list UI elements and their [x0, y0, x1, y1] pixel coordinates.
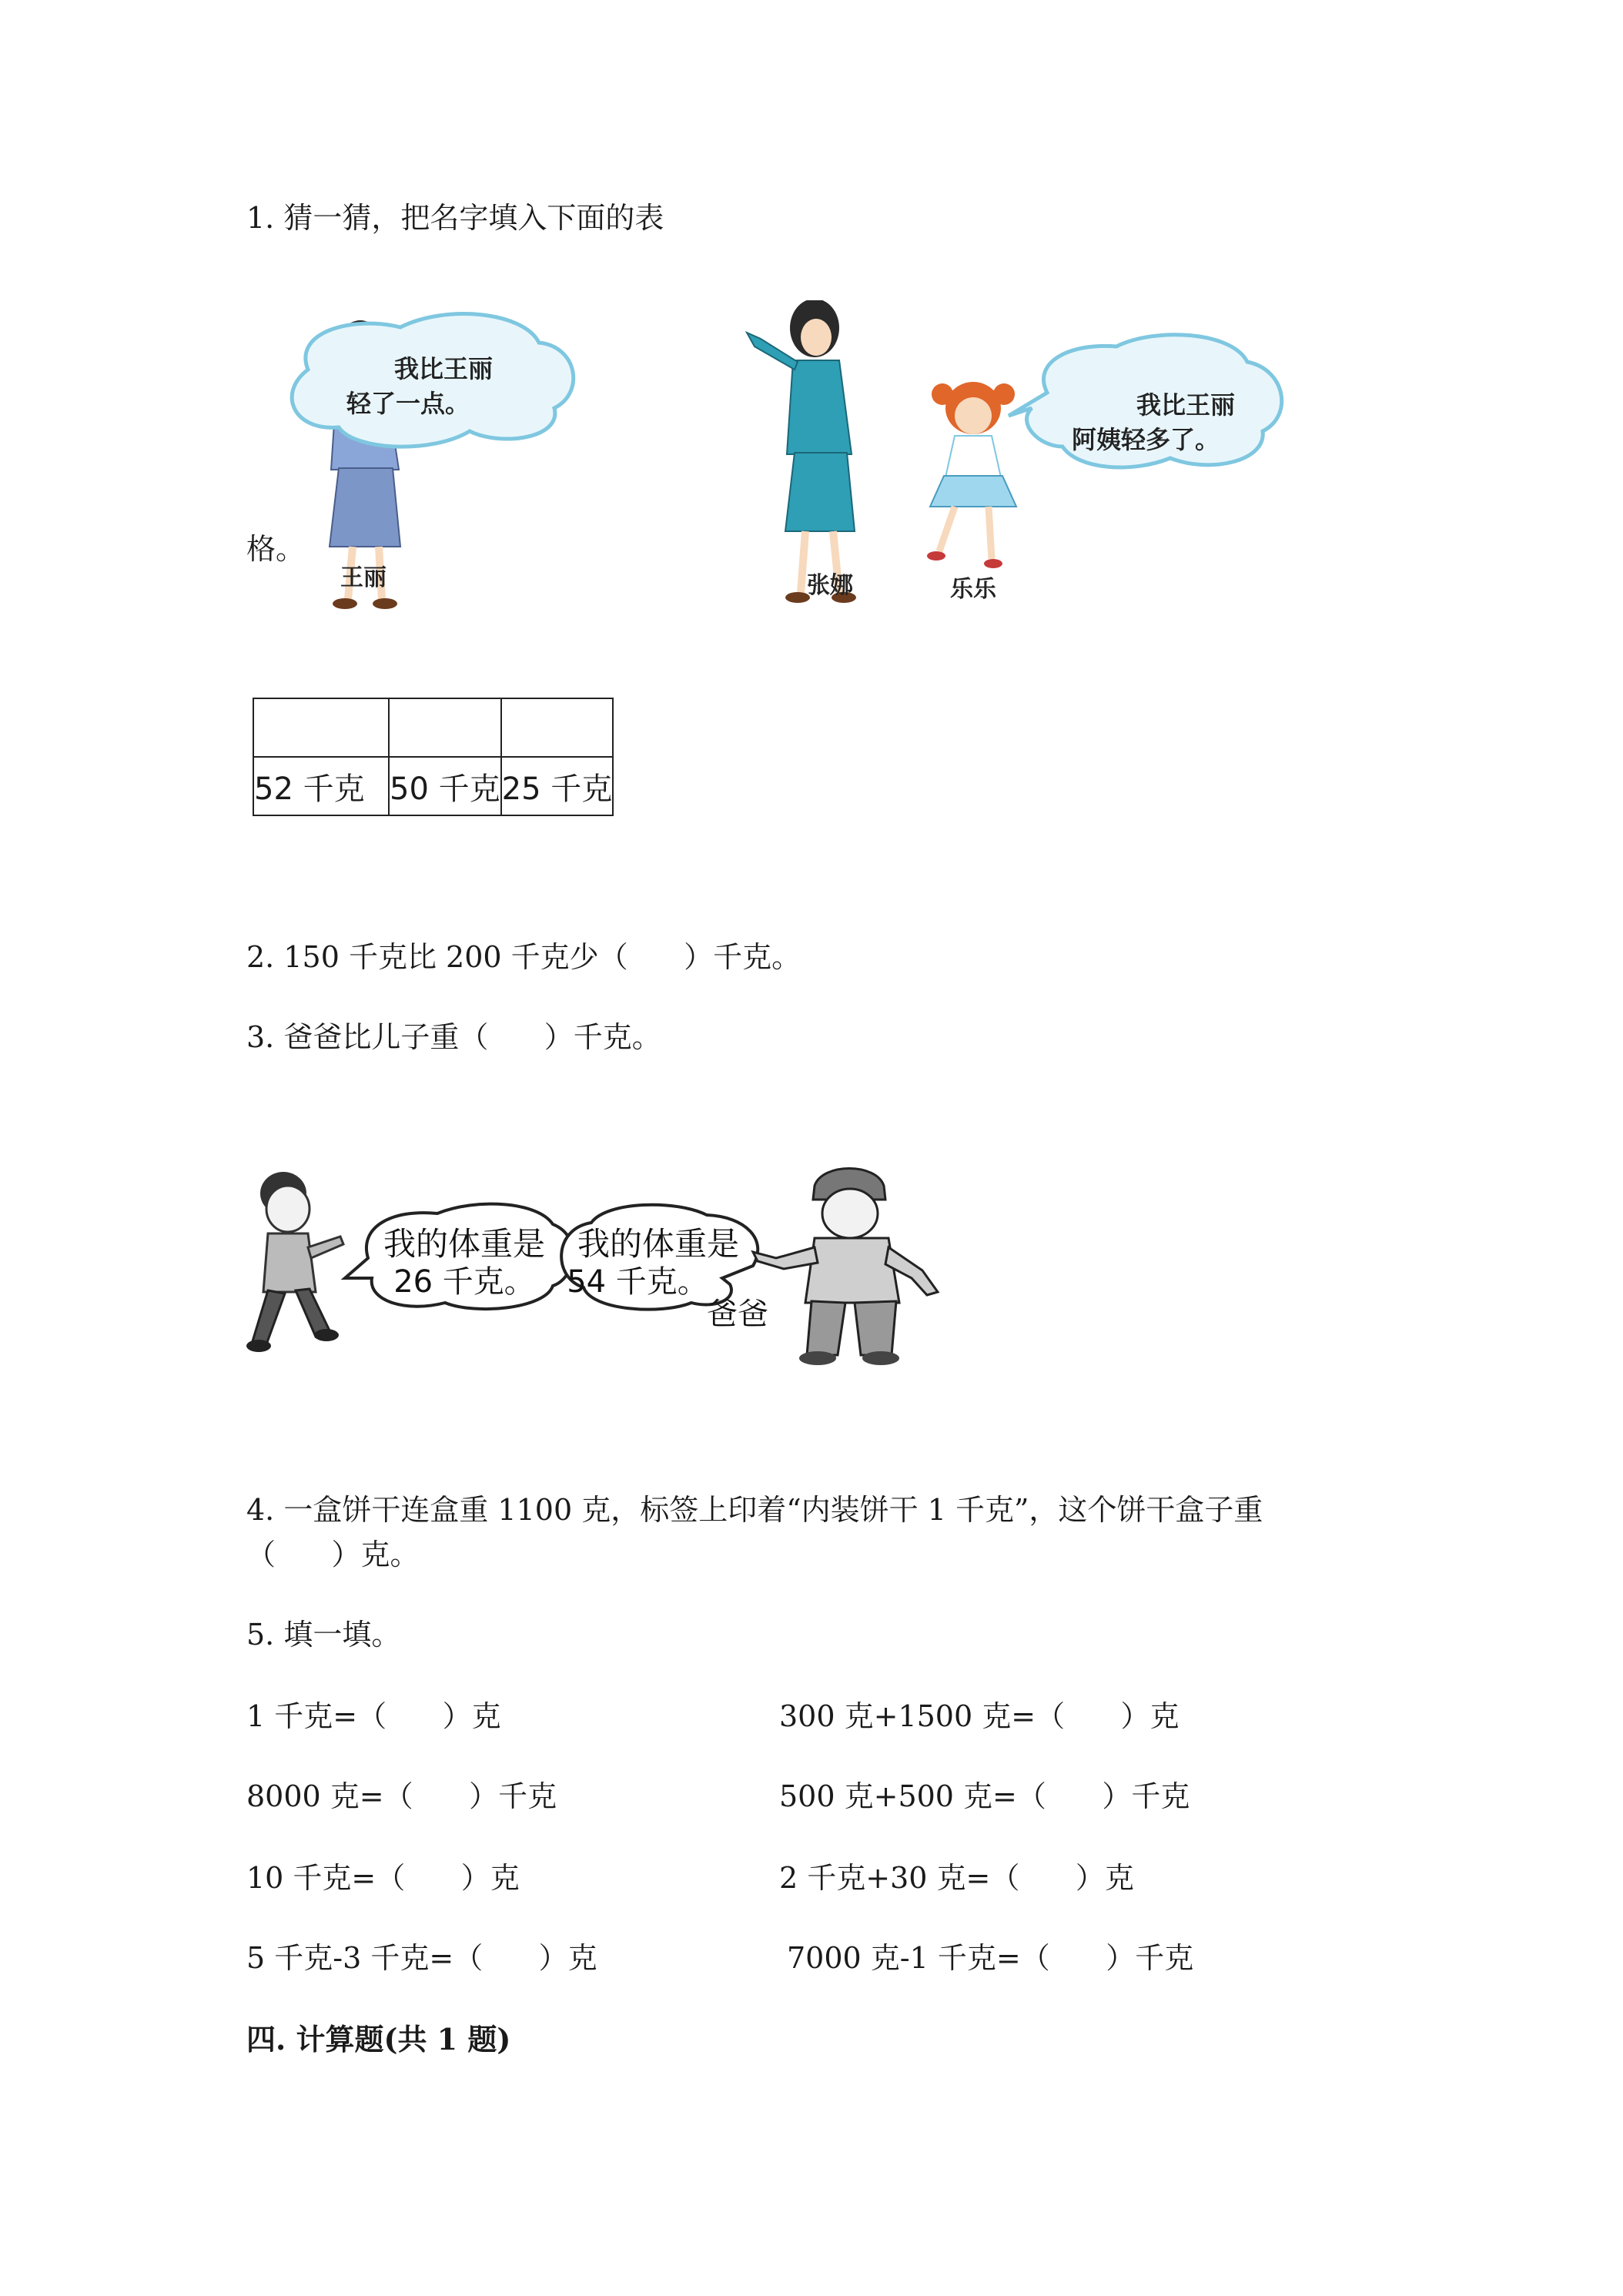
weight-cell-3: 25 千克 — [501, 757, 614, 815]
bubble-son-line1: 我的体重是 — [383, 1225, 546, 1263]
q2-text: 2. 150 千克比 200 千克少（ ）千克。 — [246, 940, 801, 974]
q3-illustration — [245, 1163, 1123, 1371]
q4-text-line2: （ ）克。 — [246, 1538, 420, 1571]
q5-title: 5. 填一填。 — [246, 1618, 401, 1652]
weight-cell-1: 52 千克 — [253, 757, 389, 815]
q5-right-3: 2 千克+30 克=（ ）克 — [779, 1861, 1134, 1895]
q5-left-3: 10 千克=（ ）克 — [246, 1861, 520, 1895]
bubble-lele-line2: 阿姨轻多了。 — [1071, 425, 1220, 454]
q4-text-line1: 4. 一盒饼干连盒重 1100 克，标签上印着“内装饼干 1 千克”，这个饼干盒子重 — [246, 1493, 1263, 1527]
weight-cell-2: 50 千克 — [389, 757, 501, 815]
label-zhangna: 张娜 — [807, 572, 853, 599]
bubble-dad-line1: 我的体重是 — [577, 1225, 740, 1263]
q1-text-line1: 1. 猜一猜，把名字填入下面的表 — [246, 201, 664, 235]
q5-right-1: 300 克+1500 克=（ ）克 — [779, 1699, 1180, 1733]
dad-figure-icon — [753, 1169, 938, 1366]
table-row-names — [253, 698, 613, 757]
bubble-dad-line2: 54 千克。 — [567, 1264, 708, 1300]
name-cell-2[interactable] — [389, 698, 501, 757]
q1-text-line2: 格。 — [246, 532, 306, 566]
son-figure-icon — [246, 1172, 343, 1352]
q1-weight-table — [253, 698, 614, 816]
q5-left-2: 8000 克=（ ）千克 — [246, 1779, 557, 1813]
label-wangli: 王丽 — [340, 564, 387, 591]
bubble-lele-line1: 我比王丽 — [1136, 390, 1236, 420]
label-lele: 乐乐 — [950, 576, 996, 603]
table-row-weights — [253, 757, 613, 815]
bubble-zhangna-line2: 轻了一点。 — [346, 389, 470, 418]
lele-figure-icon — [927, 382, 1016, 568]
name-cell-3[interactable] — [501, 698, 614, 757]
label-dad: 爸爸 — [707, 1297, 768, 1332]
q5-left-4: 5 千克-3 千克=（ ）克 — [246, 1941, 597, 1975]
q5-right-4: 7000 克-1 千克=（ ）千克 — [787, 1941, 1194, 1975]
q3-text: 3. 爸爸比儿子重（ ）千克。 — [246, 1020, 661, 1054]
bubble-son-line2: 26 千克。 — [393, 1264, 535, 1300]
q5-left-1: 1 千克=（ ）克 — [246, 1699, 501, 1733]
zhangna-figure-icon — [747, 300, 856, 603]
name-cell-1[interactable] — [253, 698, 389, 757]
q5-right-2: 500 克+500 克=（ ）千克 — [779, 1779, 1190, 1813]
section4-title: 四. 计算题(共 1 题) — [246, 2022, 511, 2057]
bubble-zhangna-line1: 我比王丽 — [393, 354, 494, 383]
q1-illustration — [246, 300, 1324, 731]
